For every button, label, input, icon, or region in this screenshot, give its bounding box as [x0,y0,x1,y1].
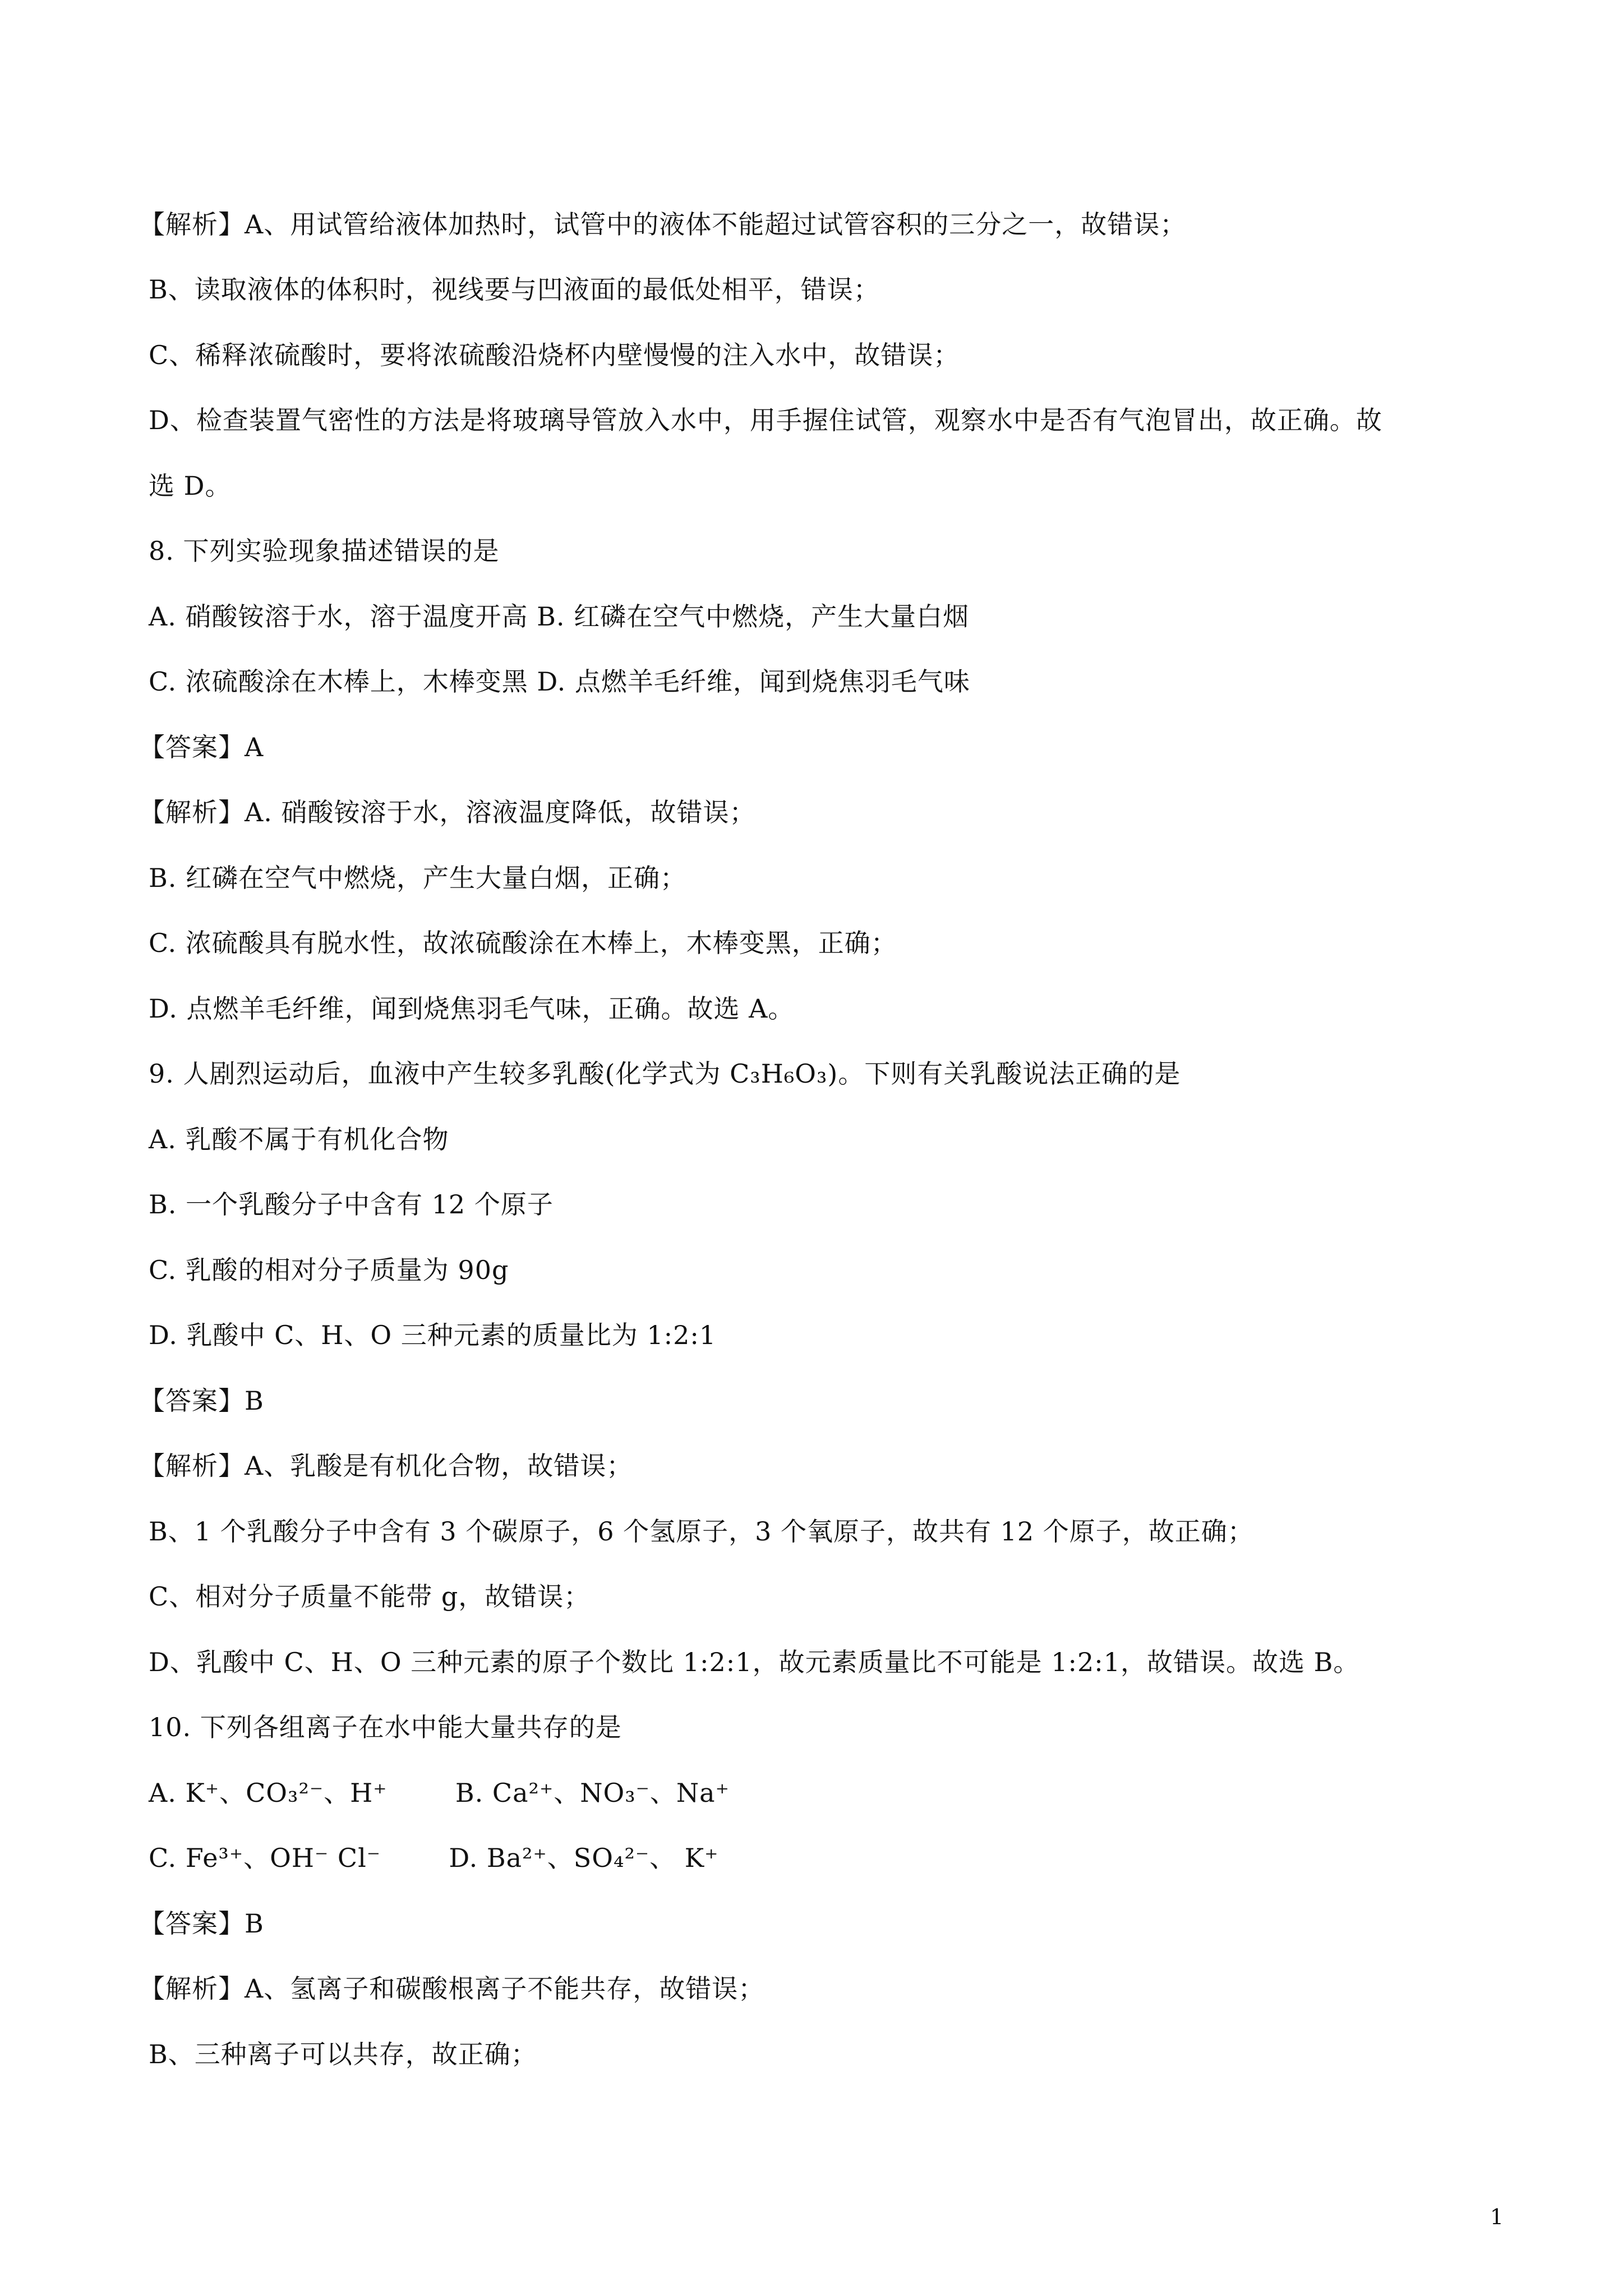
text-line: B. 红磷在空气中燃烧，产生大量白烟，正确； [149,863,687,893]
answer-line: 【答案】A [139,732,264,762]
text-line: 【解析】A. 硝酸铵溶于水，溶液温度降低，故错误； [139,797,756,827]
option-label: A. [149,1778,177,1808]
text-line: C、稀释浓硫酸时，要将浓硫酸沿烧杯内壁慢慢的注入水中，故错误； [149,340,960,370]
question-9: 9. 人剧烈运动后，血液中产生较多乳酸(化学式为 C₃H₆O₃)。下则有关乳酸说法正确的是 [149,1059,1181,1089]
text-line: D. 点燃羊毛纤维，闻到烧焦羽毛气味，正确。故选 A。 [149,993,795,1024]
option-line: A. 乳酸不属于有机化合物 [149,1124,449,1154]
answer-line: 【答案】B [139,1908,264,1939]
text-line: C、相对分子质量不能带 g，故错误； [149,1581,591,1612]
ion-list: Ca²⁺、NO₃⁻、Na⁺ [492,1778,730,1808]
ion-list: Ba²⁺、SO₄²⁻、 K⁺ [486,1843,719,1873]
text-line: 选 D。 [149,471,232,501]
text-line: C. 浓硫酸具有脱水性，故浓硫酸涂在木棒上，木棒变黑，正确； [149,928,897,958]
text-line: B、1 个乳酸分子中含有 3 个碳原子，6 个氢原子，3 个氧原子，故共有 12 个原子，故正确； [149,1516,1254,1547]
question-8: 8. 下列实验现象描述错误的是 [149,536,500,566]
text-line: 【解析】A、用试管给液体加热时，试管中的液体不能超过试管容积的三分之一，故错误； [139,209,1187,240]
option-label: C. [149,1843,177,1873]
text-line: D、检查装置气密性的方法是将玻璃导管放入水中，用手握住试管，观察水中是否有气泡冒出，故正确。故 [149,405,1382,435]
page-number: 1 [1490,2205,1504,2229]
ion-list: Fe³⁺、OH⁻ Cl⁻ [185,1843,381,1873]
text-line: D、乳酸中 C、H、O 三种元素的原子个数比 1:2:1，故元素质量比不可能是 1:2:1，故错误。故选 B。 [149,1647,1360,1677]
answer-line: 【答案】B [139,1386,264,1416]
option-line: A. 硝酸铵溶于水，溶于温度开高 B. 红磷在空气中燃烧，产生大量白烟 [149,601,970,632]
question-10: 10. 下列各组离子在水中能大量共存的是 [149,1712,622,1742]
text-line: B、三种离子可以共存，故正确； [149,2039,537,2069]
option-line: C. 浓硫酸涂在木棒上，木棒变黑 D. 点燃羊毛纤维，闻到烧焦羽毛气味 [149,666,970,697]
text-line: 【解析】A、氢离子和碳酸根离子不能共存，故错误； [139,1973,765,2004]
option-line: D. 乳酸中 C、H、O 三种元素的质量比为 1:2:1 [149,1320,717,1350]
option-label: B. [455,1778,484,1808]
option-label: D. [449,1843,478,1873]
text-line: 【解析】A、乳酸是有机化合物，故错误； [139,1451,633,1481]
ion-list: K⁺、CO₃²⁻、H⁺ [185,1778,388,1808]
option-line: B. 一个乳酸分子中含有 12 个原子 [149,1189,554,1220]
option-line [149,1841,718,1875]
option-line [149,1776,730,1810]
option-line: C. 乳酸的相对分子质量为 90g [149,1255,509,1285]
text-line: B、读取液体的体积时，视线要与凹液面的最低处相平，错误； [149,274,880,305]
